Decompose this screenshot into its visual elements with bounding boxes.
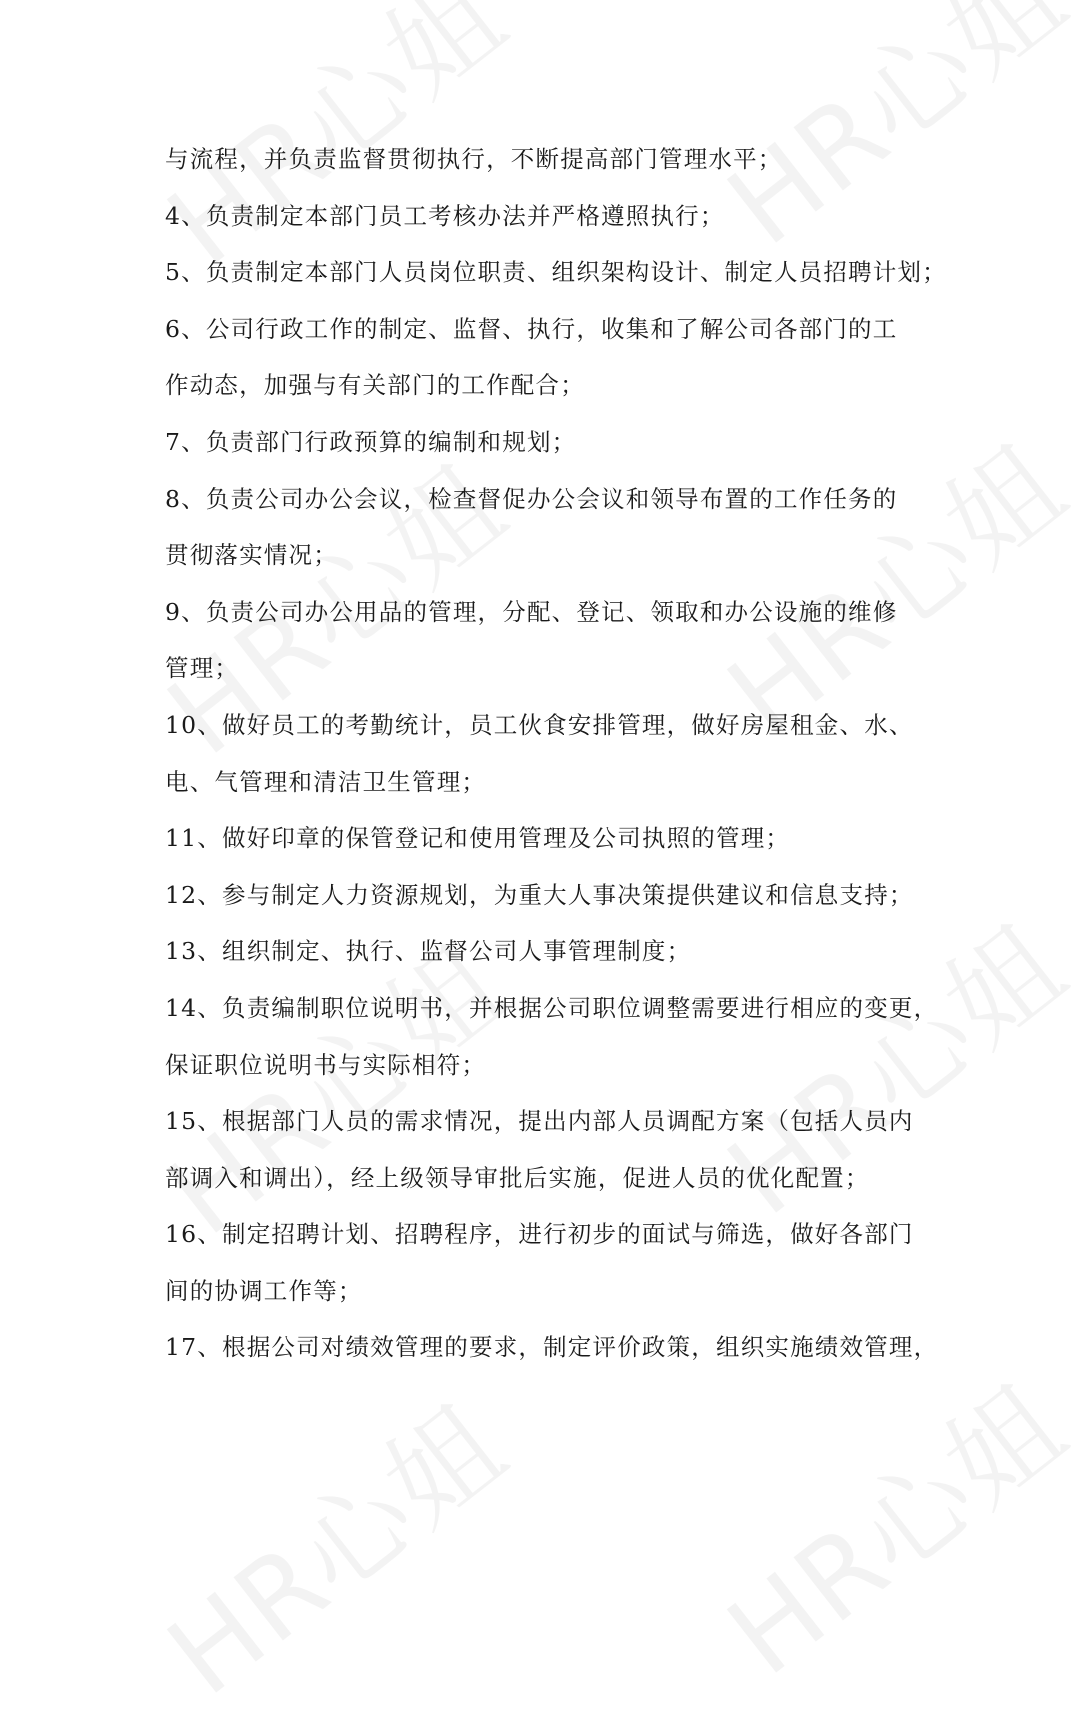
text-line: 间的协调工作等； <box>165 1276 363 1305</box>
text-line: 贯彻落实情况； <box>165 541 338 570</box>
text-line: 4、负责制定本部门员工考核办法并严格遵照执行； <box>165 201 725 230</box>
watermark <box>130 1362 532 1725</box>
text-line: 16、制定招聘计划、招聘程序，进行初步的面试与筛选，做好各部门 <box>165 1220 914 1249</box>
text-line: 保证职位说明书与实际相符； <box>165 1050 487 1079</box>
text-line: 与流程，并负责监督贯彻执行，不断提高部门管理水平； <box>165 145 783 173</box>
text-line: 10、做好员工的考勤统计，员工伙食安排管理，做好房屋租金、水、 <box>165 710 914 739</box>
text-line: 作动态，加强与有关部门的工作配合； <box>165 371 585 400</box>
text-line: 7、负责部门行政预算的编制和规划； <box>165 427 577 456</box>
text-line: 17、根据公司对绩效管理的要求，制定评价政策，组织实施绩效管理， <box>165 1333 939 1362</box>
text-line: 6、公司行政工作的制定、监督、执行，收集和了解公司各部门的工 <box>165 314 898 343</box>
text-line: 部调入和调出），经上级领导审批后实施，促进人员的优化配置； <box>165 1163 870 1192</box>
text-line: 12、参与制定人力资源规划，为重大人事决策提供建议和信息支持； <box>165 880 914 909</box>
text-line: 13、组织制定、执行、监督公司人事管理制度； <box>165 937 692 966</box>
text-line: 8、负责公司办公会议，检查督促办公会议和领导布置的工作任务的 <box>165 484 898 513</box>
watermark <box>690 1342 1080 1705</box>
text-line: 15、根据部门人员的需求情况，提出内部人员调配方案（包括人员内 <box>165 1107 914 1136</box>
text-line: 9、负责公司办公用品的管理，分配、登记、领取和办公设施的维修 <box>165 597 898 626</box>
text-line: 11、做好印章的保管登记和使用管理及公司执照的管理； <box>165 824 791 853</box>
text-line: 5、负责制定本部门人员岗位职责、组织架构设计、制定人员招聘计划； <box>165 258 947 287</box>
text-line: 电、气管理和清洁卫生管理； <box>165 767 487 796</box>
text-line: 14、负责编制职位说明书，并根据公司职位调整需要进行相应的变更， <box>165 993 939 1022</box>
document-body <box>165 131 947 1376</box>
text-line: 管理； <box>165 654 240 683</box>
